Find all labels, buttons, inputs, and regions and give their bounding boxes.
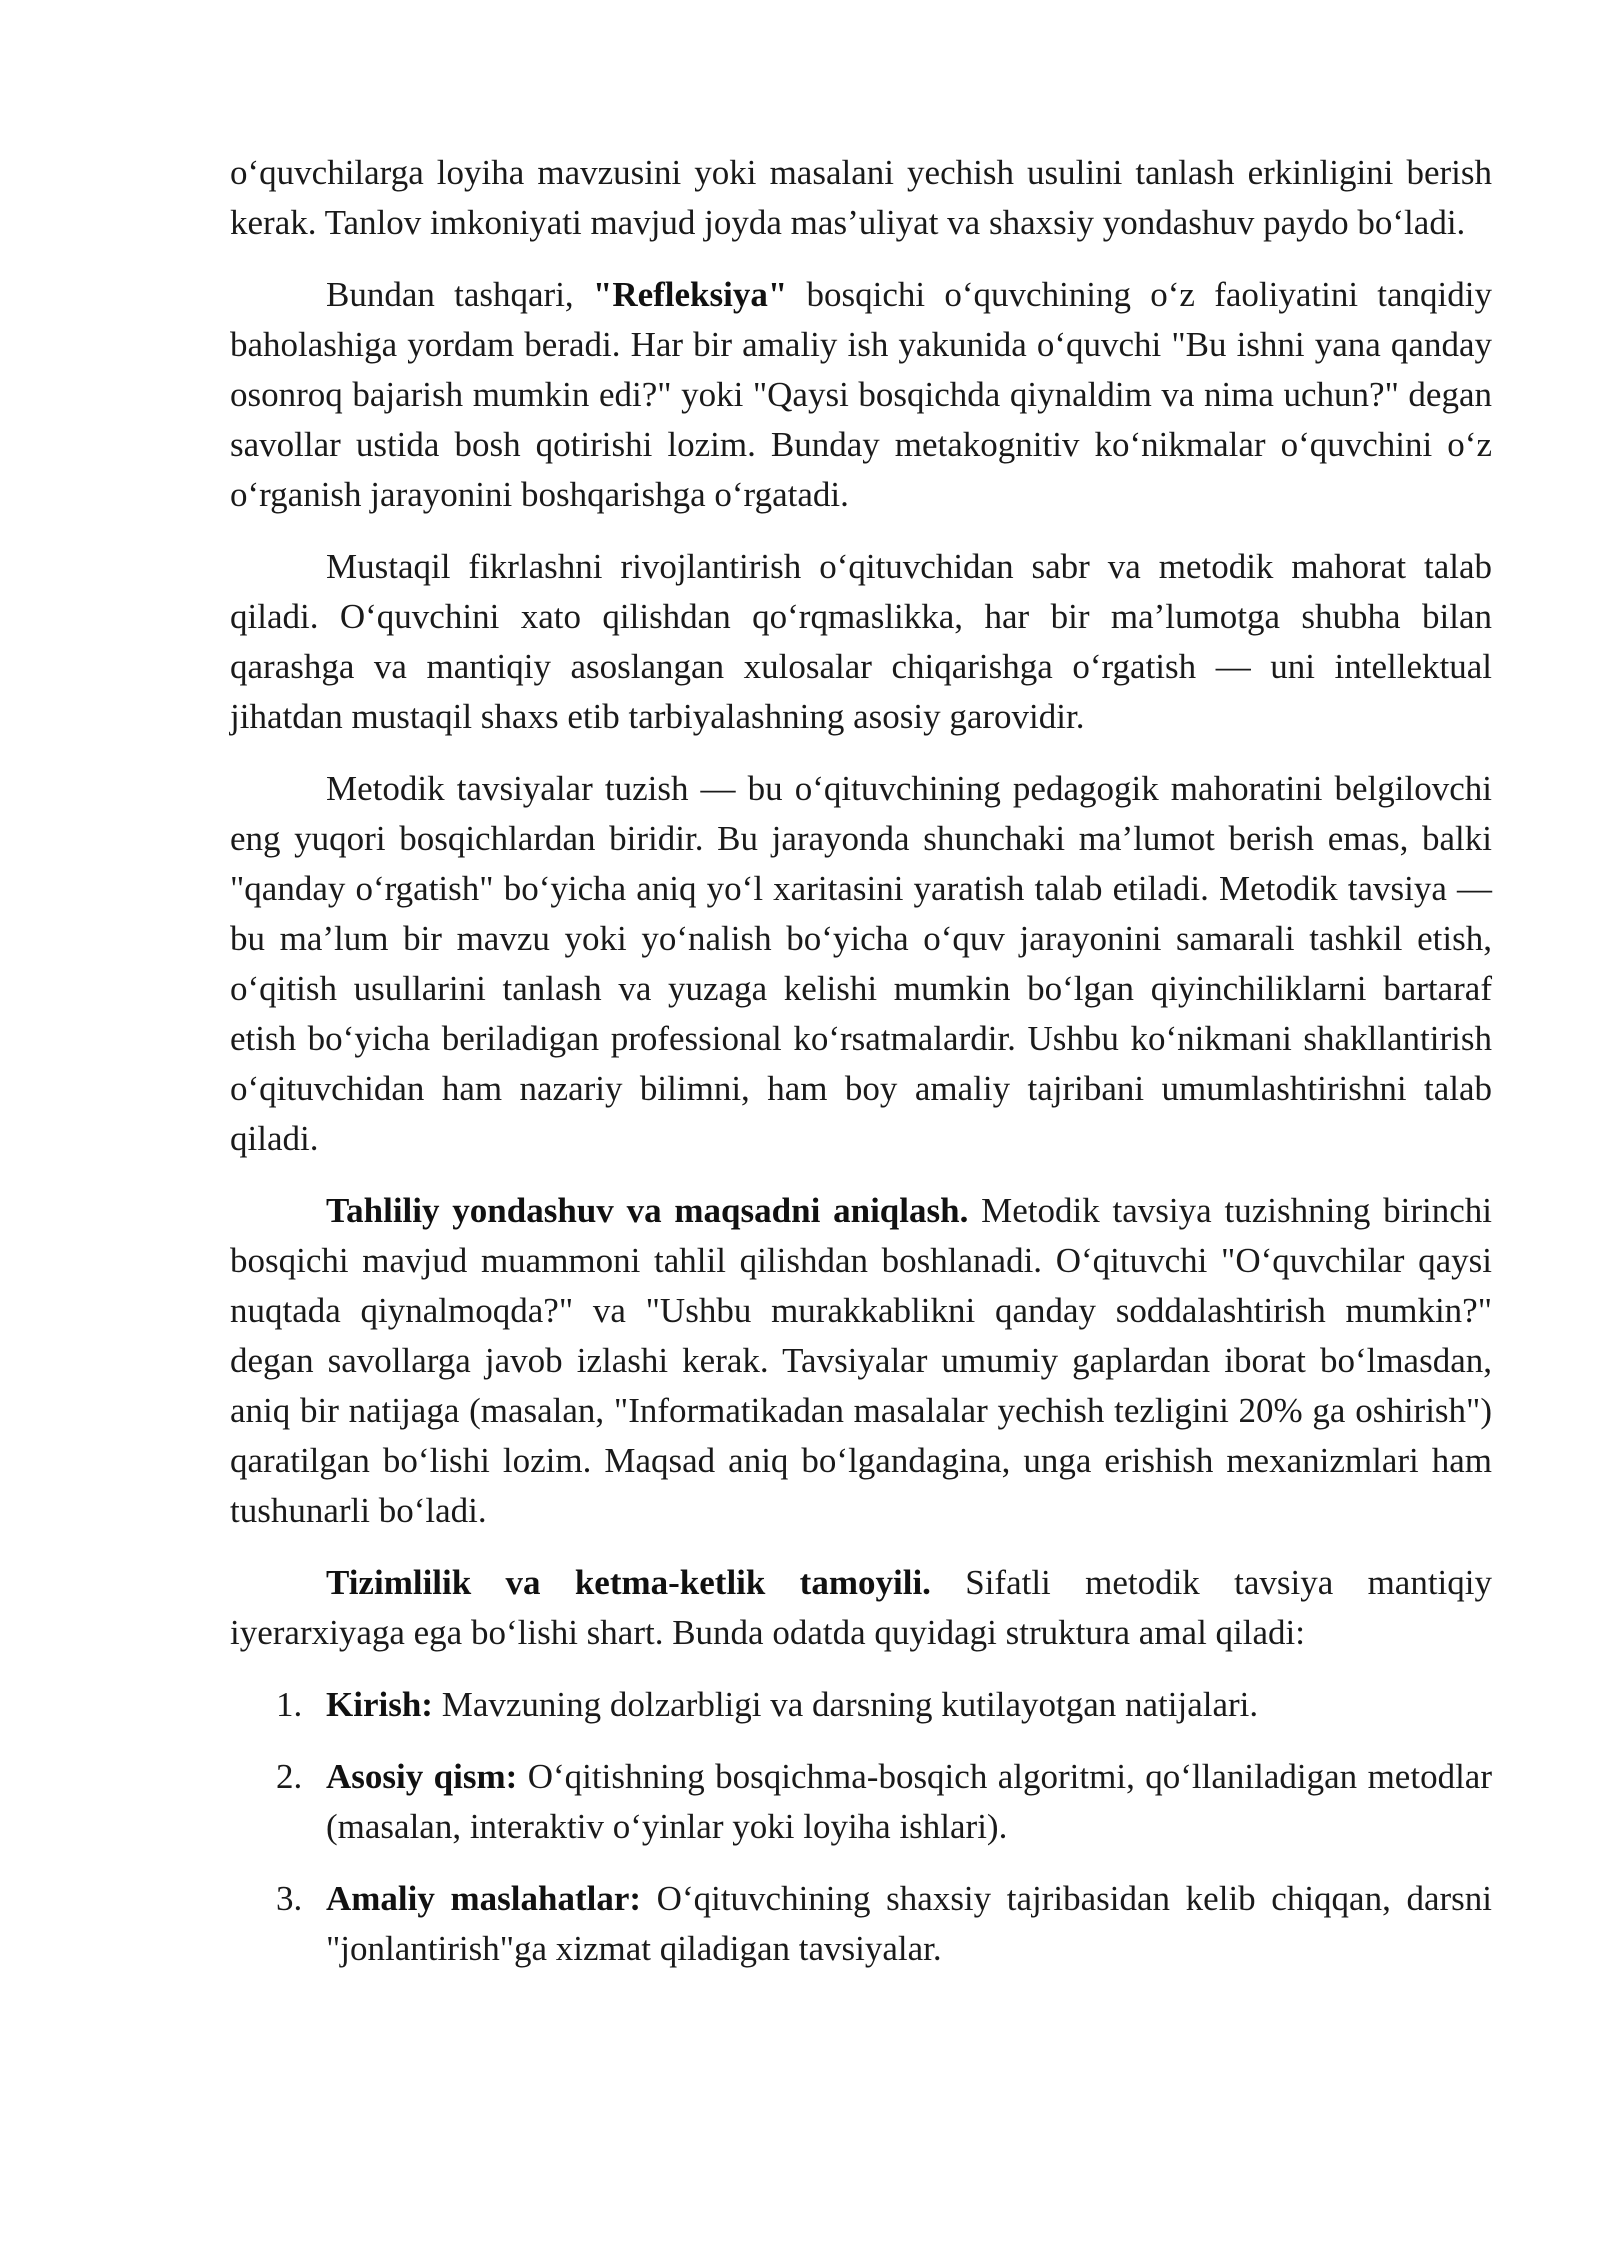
paragraph-text: Mustaqil fikrlashni rivojlantirish o‘qituvchidan sabr va metodik mahorat talab qiladi. O‘quvchini xato qilishdan qo‘rqmaslikka, har bir ma’lumotga shubha bilan qarashga va mantiqiy asoslangan xulosalar chiqarishga o‘rgatish — uni intellektual jihatdan mustaqil shaxs etib tarbiyalashning asosiy garovidir. [230,547,1492,736]
list-item [230,1874,1492,1974]
list-item-text: O‘qituvchining shaxsiy tajribasidan kelib chiqqan, darsni "jonlantirish"ga xizmat qiladigan tavsiyalar. [326,1879,1492,1968]
list-item [230,1752,1492,1852]
bold-term: "Refleksiya" [592,275,788,314]
list-item-title: Kirish: [326,1685,433,1724]
list-number: 2. [276,1757,303,1796]
list-number: 3. [276,1879,303,1918]
list-item-title: Asosiy qism: [326,1757,518,1796]
list-item-text: O‘qitishning bosqichma-bosqich algoritmi, qo‘llaniladigan metodlar (masalan, interaktiv o‘yinlar yoki loyiha ishlari). [326,1757,1492,1846]
numbered-list [230,1680,1492,1974]
paragraph-continuation [230,148,1492,248]
paragraph-mustaqil-fikrlash [230,542,1492,742]
paragraph-tahliliy-yondashuv [230,1186,1492,1536]
paragraph-text: o‘quvchilarga loyiha mavzusini yoki masalani yechish usulini tanlash erkinligini berish kerak. Tanlov imkoniyati mavjud joyda mas’uliyat va shaxsiy yondashuv paydo bo‘ladi. [230,153,1492,242]
paragraph-text: bosqichi o‘quvchining o‘z faoliyatini tanqidiy baholashiga yordam beradi. Har bir amaliy ish yakunida o‘quvchi "Bu ishni yana qanday osonroq bajarish mumkin edi?" yoki "Qaysi bosqichda qiynaldim va nima uchun?" degan savollar ustida bosh qotirishi lozim. Bunday metakognitiv ko‘nikmalar o‘quvchini o‘z o‘rganish jarayonini boshqarishga o‘rgatadi. [230,275,1492,514]
paragraph-text: Metodik tavsiyalar tuzish — bu o‘qituvchining pedagogik mahoratini belgilovchi eng yuqori bosqichlardan biridir. Bu jarayonda shunchaki ma’lumot berish emas, balki "qanday o‘rgatish" bo‘yicha aniq yo‘l xaritasini yaratish talab etiladi. Metodik tavsiya — bu ma’lum bir mavzu yoki yo‘nalish bo‘yicha o‘quv jarayonini samarali tashkil etish, o‘qitish usullarini tanlash va yuzaga kelishi mumkin bo‘lgan qiyinchiliklarni bartaraf etish bo‘yicha beriladigan professional ko‘rsatmalardir. Ushbu ko‘nikmani shakllantirish o‘qituvchidan ham nazariy bilimni, ham boy amaliy tajribani umumlashtirishni talab qiladi. [230,769,1492,1158]
document-body [230,148,1492,1996]
paragraph-metodik-tavsiyalar [230,764,1492,1164]
paragraph-refleksiya [230,270,1492,520]
list-item-text: Mavzuning dolzarbligi va darsning kutilayotgan natijalari. [432,1685,1259,1724]
section-heading-inline: Tahliliy yondashuv va maqsadni aniqlash. [326,1191,969,1230]
list-number: 1. [276,1685,303,1724]
paragraph-tizimlilik [230,1558,1492,1658]
list-item-title: Amaliy maslahatlar: [326,1879,642,1918]
paragraph-text: Bundan tashqari, [326,275,593,314]
section-heading-inline: Tizimlilik va ketma-ketlik tamoyili. [326,1563,931,1602]
list-item [230,1680,1492,1730]
paragraph-text: Sifatli metodik tavsiya mantiqiy iyerarxiyaga ega bo‘lishi shart. Bunda odatda quyidagi struktura amal qiladi: [230,1563,1492,1652]
paragraph-text: Metodik tavsiya tuzishning birinchi bosqichi mavjud muammoni tahlil qilishdan boshlanadi. O‘qituvchi "O‘quvchilar qaysi nuqtada qiynalmoqda?" va "Ushbu murakkablikni qanday soddalashtirish mumkin?" degan savollarga javob izlashi kerak. Tavsiyalar umumiy gaplardan iborat bo‘lmasdan, aniq bir natijaga (masalan, "Informatikadan masalalar yechish tezligini 20% ga oshirish") qaratilgan bo‘lishi lozim. Maqsad aniq bo‘lgandagina, unga erishish mexanizmlari ham tushunarli bo‘ladi. [230,1191,1492,1530]
